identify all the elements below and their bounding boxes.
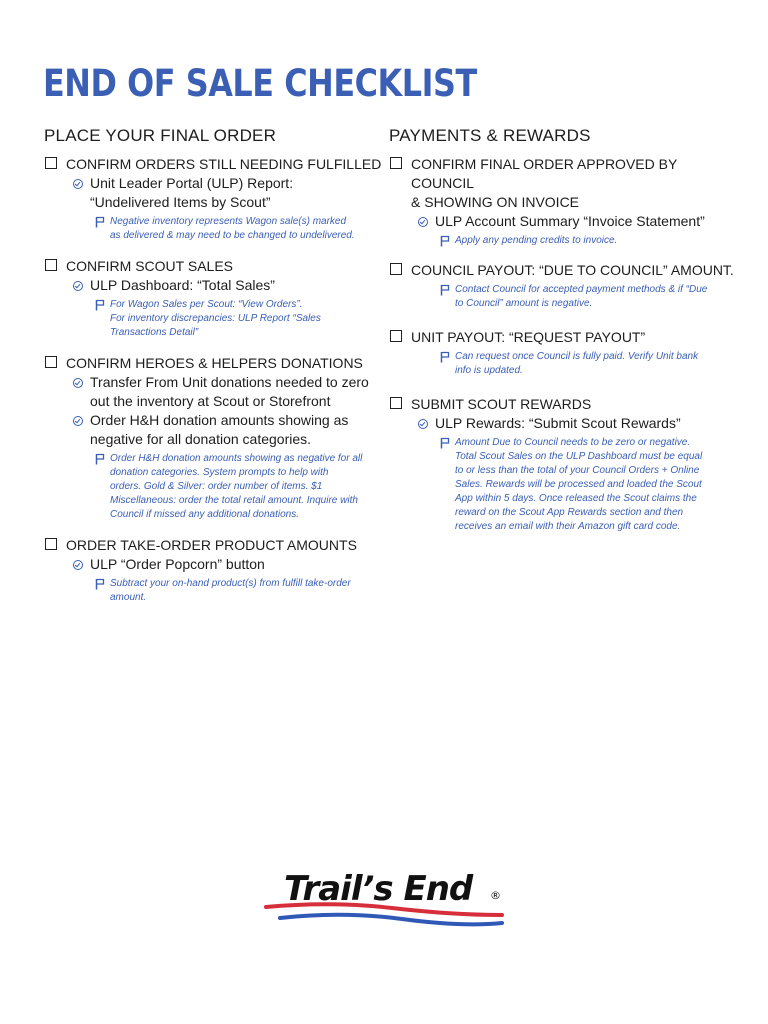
note [44, 577, 384, 605]
note [44, 215, 384, 243]
checklist-item [389, 395, 734, 534]
check-circle-icon [418, 217, 428, 227]
payments-rewards-section [389, 126, 734, 534]
sub-item [44, 174, 384, 212]
note-text: For Wagon Sales per Scout: “View Orders”. For inventory discrepancies: ULP Report “Sales Transactions Detail” [110, 299, 321, 338]
flag-icon [440, 284, 450, 296]
sub-item [389, 414, 734, 433]
flag-icon [95, 216, 105, 228]
checklist-item [44, 536, 384, 605]
checklist-item-title: CONFIRM SCOUT SALES [66, 258, 233, 274]
check-circle-icon [73, 281, 83, 291]
checklist-item [44, 354, 384, 522]
check-circle-icon [73, 378, 83, 388]
trails-end-logo [262, 863, 507, 933]
checklist-item-title: CONFIRM ORDERS STILL NEEDING FULFILLED [66, 156, 382, 172]
sub-item [44, 373, 384, 411]
checklist-item-title: CONFIRM HEROES & HELPERS DONATIONS [66, 355, 363, 371]
check-circle-icon [73, 179, 83, 189]
sub-item-text: Order H&H donation amounts showing as negative for all donation categories. [90, 412, 349, 447]
note-text: Apply any pending credits to invoice. [455, 235, 618, 246]
check-circle-icon [73, 416, 83, 426]
page-title: END OF SALE CHECKLIST [43, 62, 477, 105]
checklist-item [389, 261, 734, 311]
section-heading: PLACE YOUR FINAL ORDER [44, 126, 277, 145]
checkbox-icon[interactable] [45, 259, 57, 271]
flag-icon [95, 453, 105, 465]
checkbox-icon[interactable] [45, 356, 57, 368]
checkbox-icon[interactable] [390, 157, 402, 169]
checklist-item [389, 155, 734, 248]
sub-item [389, 212, 734, 231]
sub-item-text: ULP “Order Popcorn” button [90, 556, 265, 572]
note [389, 436, 734, 534]
checklist-item-title: UNIT PAYOUT: “REQUEST PAYOUT” [411, 329, 646, 345]
note-text: Amount Due to Council needs to be zero or negative. Total Scout Sales on the ULP Dashboard must be equal to or less than the total of your Council Orders + Online Sales. Rewards will be processed and loaded the Scout App within 5 days. Once released the Scout claims the reward on the Scout App Rewards section and then receives an email with their Amazon gift card code. [455, 437, 703, 532]
checkbox-icon[interactable] [45, 538, 57, 550]
note [389, 283, 734, 311]
registered-mark: ® [490, 889, 501, 902]
checklist-item [44, 257, 384, 340]
flag-icon [440, 235, 450, 247]
checklist-item [389, 328, 734, 378]
sub-item [44, 276, 384, 295]
sub-item-text: ULP Account Summary “Invoice Statement” [435, 213, 705, 229]
check-circle-icon [73, 560, 83, 570]
checklist-item-title: CONFIRM FINAL ORDER APPROVED BY COUNCIL & SHOWING ON INVOICE [411, 156, 678, 210]
section-heading: PAYMENTS & REWARDS [389, 126, 591, 145]
flag-icon [440, 437, 450, 449]
note-text: Contact Council for accepted payment methods & if “Due to Council” amount is negative. [455, 284, 708, 309]
note [389, 234, 734, 248]
sub-item-text: ULP Dashboard: “Total Sales” [90, 277, 275, 293]
flag-icon [95, 578, 105, 590]
note-text: Can request once Council is fully paid. Verify Unit bank info is updated. [455, 351, 699, 376]
note [44, 298, 384, 340]
note-text: Order H&H donation amounts showing as negative for all donation categories. System prompts to help with orders. Gold & Silver: order number of items. $1 Miscellaneous: order the total retail amount. Inquire with Council if missed any additional donations. [110, 453, 363, 520]
logo-text: Trail’s End [284, 869, 473, 909]
sub-item-text: Transfer From Unit donations needed to zero out the inventory at Scout or Storefront [90, 374, 369, 409]
check-circle-icon [418, 419, 428, 429]
final-order-section [44, 126, 384, 605]
checklist-item-title: SUBMIT SCOUT REWARDS [411, 396, 592, 412]
sub-item-text: ULP Rewards: “Submit Scout Rewards” [435, 415, 681, 431]
checkbox-icon[interactable] [390, 263, 402, 275]
flag-icon [440, 351, 450, 363]
flag-icon [95, 299, 105, 311]
checkbox-icon[interactable] [390, 397, 402, 409]
note-text: Negative inventory represents Wagon sale(s) marked as delivered & may need to be changed to undelivered. [110, 216, 355, 241]
sub-item [44, 555, 384, 574]
sub-item [44, 411, 384, 449]
note [389, 350, 734, 378]
note [44, 452, 384, 522]
checklist-item-title: COUNCIL PAYOUT: “DUE TO COUNCIL” AMOUNT. [411, 262, 734, 278]
checklist-item-title: ORDER TAKE-ORDER PRODUCT AMOUNTS [66, 537, 357, 553]
checkbox-icon[interactable] [390, 330, 402, 342]
checklist-item [44, 155, 384, 243]
sub-item-text: Unit Leader Portal (ULP) Report: “Undelivered Items by Scout” [90, 175, 294, 210]
note-text: Subtract your on-hand product(s) from fulfill take-order amount. [110, 578, 351, 603]
checkbox-icon[interactable] [45, 157, 57, 169]
